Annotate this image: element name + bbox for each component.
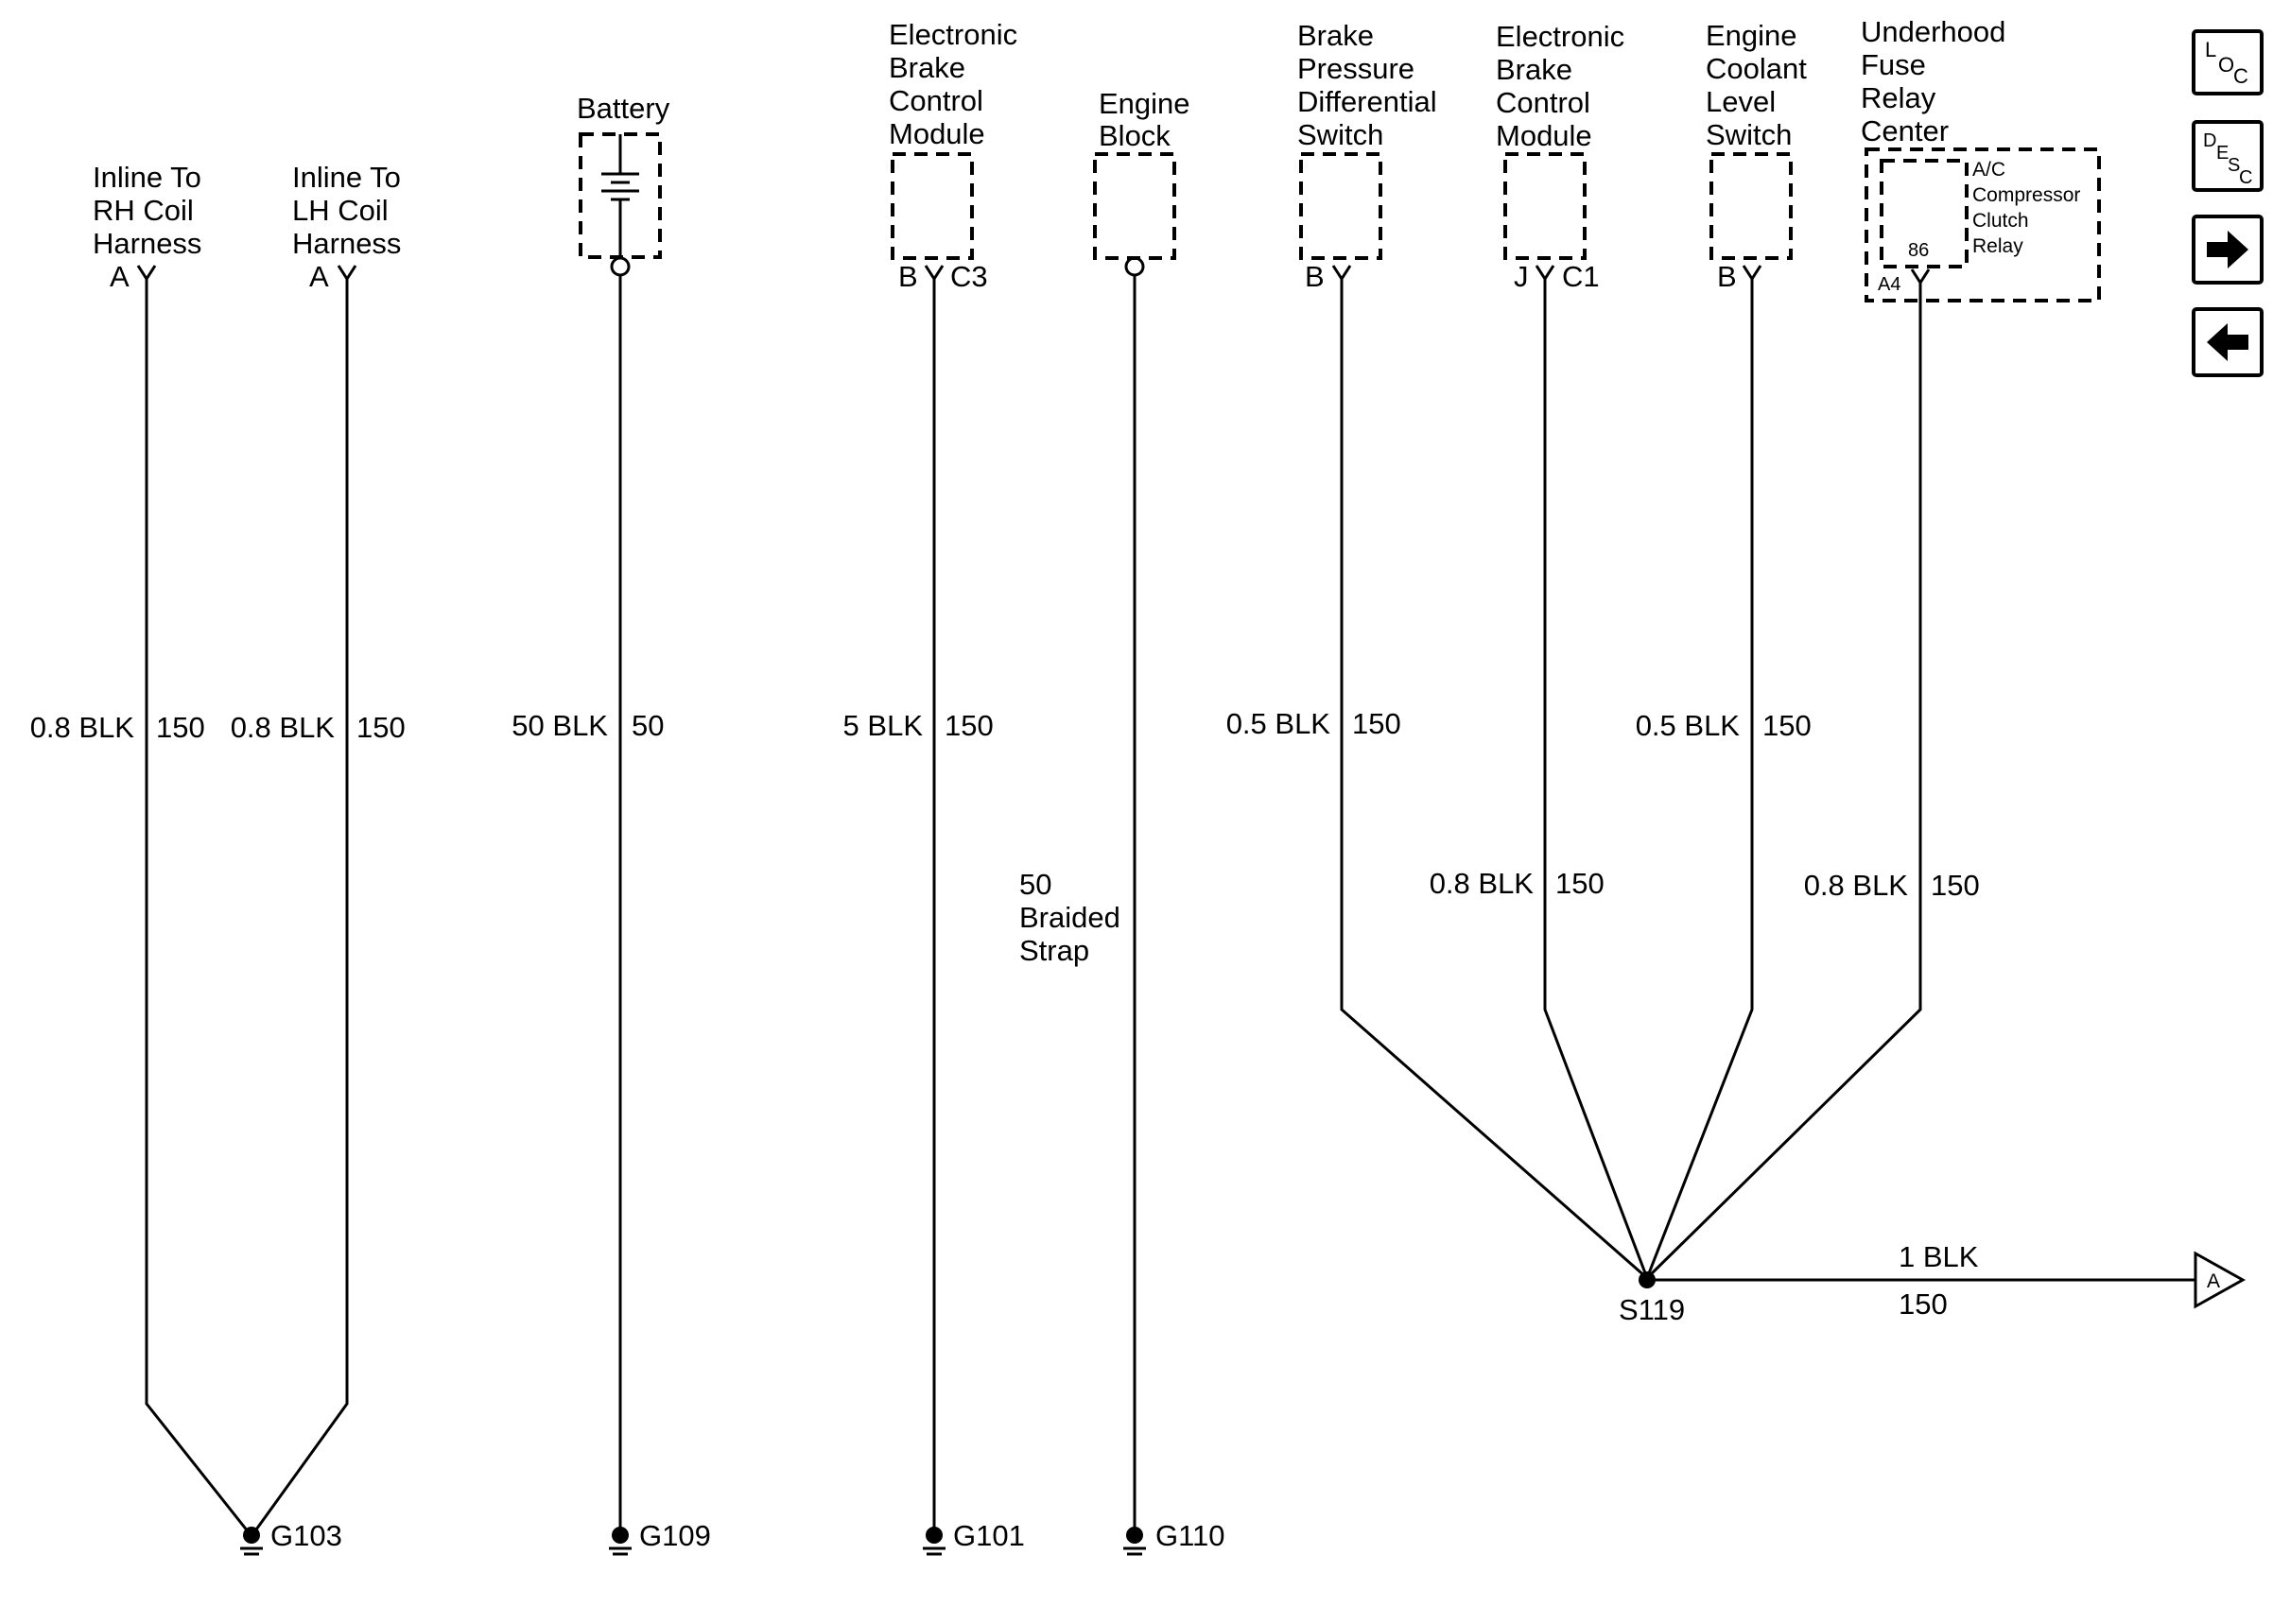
ebcm-right-pin-label: J	[1514, 260, 1529, 293]
battery-label: Battery	[577, 92, 670, 125]
battery-terminal	[612, 258, 629, 275]
ac-relay-pin-label: 86	[1908, 240, 1930, 261]
battery-wire-size-color: 50 BLK	[512, 709, 608, 742]
ebcm-right-label-line4: Module	[1496, 119, 1592, 152]
bpds-circuit-number: 150	[1352, 707, 1401, 740]
bpds-component-box	[1301, 154, 1380, 258]
ufrc-label-line2: Fuse	[1861, 48, 1926, 81]
previous-page-button[interactable]	[2194, 309, 2262, 375]
battery-icon	[601, 134, 639, 257]
bpds-connector-symbol	[1333, 266, 1350, 279]
bpds-label-line3: Differential	[1297, 85, 1437, 118]
ebcm-right-label-line1: Electronic	[1496, 20, 1625, 53]
ebcm-right-connector-symbol	[1536, 266, 1553, 279]
ecls-label-line4: Switch	[1706, 118, 1793, 151]
engine-block-label-line2: Block	[1099, 119, 1171, 152]
rh-coil-wire-size-color: 0.8 BLK	[29, 711, 134, 744]
ground-g101	[923, 1519, 1025, 1554]
ebcm-right-wire	[1545, 279, 1647, 1278]
ebcm-c3-circuit	[843, 18, 1018, 1535]
desc-button-letter-d: D	[2203, 130, 2217, 151]
battery-circuit-number: 50	[632, 709, 665, 742]
ebcm-left-pin-label: B	[898, 260, 918, 293]
ground-g101-label: G101	[953, 1519, 1025, 1552]
lh-coil-wire	[252, 279, 347, 1536]
bpds-label-line4: Switch	[1297, 118, 1384, 151]
ebcm-right-circuit-number: 150	[1555, 867, 1605, 900]
bpds-label-line2: Pressure	[1297, 52, 1415, 85]
ufrc-wire	[1647, 283, 1920, 1278]
ecls-wire	[1647, 279, 1752, 1278]
ac-relay-label-line2: Compressor	[1972, 184, 2081, 206]
ground-g103-dot	[243, 1527, 260, 1544]
bpds-label-line1: Brake	[1297, 19, 1374, 52]
ebcm-right-label-line2: Brake	[1496, 53, 1572, 86]
engine-block-component-box	[1095, 154, 1174, 258]
ebcm-right-label-line3: Control	[1496, 86, 1590, 119]
ac-relay-label-line1: A/C	[1972, 159, 2006, 181]
ecls-label-line3: Level	[1706, 85, 1777, 118]
braided-strap-label-line2: Braided	[1019, 901, 1120, 934]
rh-coil-label-line3: Harness	[93, 227, 202, 260]
ground-g109	[609, 1519, 711, 1554]
ebcm-left-label-line2: Brake	[889, 51, 965, 84]
engine-block-terminal	[1126, 258, 1143, 275]
ecls-component-box	[1711, 154, 1791, 258]
battery-circuit	[512, 92, 669, 1535]
rh-coil-pin-label: A	[110, 260, 130, 293]
lh-coil-connector-symbol	[338, 266, 356, 279]
engine-block-label-line1: Engine	[1099, 87, 1190, 120]
ecls-label-line1: Engine	[1706, 19, 1797, 52]
ufrc-pin-label: A4	[1878, 274, 1901, 295]
rh-coil-label-line2: RH Coil	[93, 194, 194, 227]
rh-coil-connector-symbol	[138, 266, 155, 279]
next-page-button[interactable]	[2194, 216, 2262, 283]
ebcm-right-connector-label: C1	[1562, 260, 1600, 293]
rh-coil-circuit-number: 150	[156, 711, 205, 744]
loc-button-letter-c: C	[2233, 64, 2248, 88]
ebcm-left-label-line1: Electronic	[889, 18, 1018, 51]
ebcm-left-label-line3: Control	[889, 84, 983, 117]
underhood-fuse-relay-circuit	[1647, 15, 2099, 1278]
ebcm-left-wire-size-color: 5 BLK	[842, 709, 923, 742]
rh-coil-wire	[147, 279, 252, 1536]
ecls-wire-size-color: 0.5 BLK	[1635, 709, 1740, 742]
bpds-pin-label: B	[1305, 260, 1325, 293]
ufrc-connector-symbol	[1912, 269, 1929, 283]
loc-button-letter-l: L	[2205, 38, 2217, 61]
engine-block-circuit	[1019, 87, 1190, 1535]
ecls-pin-label: B	[1717, 260, 1737, 293]
ground-g110	[1123, 1519, 1225, 1554]
ebcm-left-circuit-number: 150	[945, 709, 994, 742]
ebcm-right-component-box	[1505, 154, 1585, 258]
splice-output-circuit-number: 150	[1899, 1287, 1948, 1321]
ground-g103	[240, 1519, 342, 1554]
ground-g103-label: G103	[270, 1519, 342, 1552]
ufrc-label-line3: Relay	[1861, 81, 1936, 114]
lh-coil-label-line1: Inline To	[292, 161, 401, 194]
connector-ref-a-label: A	[2207, 1270, 2221, 1292]
splice-s119	[1619, 1240, 2243, 1326]
ecls-label-line2: Coolant	[1706, 52, 1807, 85]
braided-strap-label-line3: Strap	[1019, 934, 1090, 967]
ground-g109-dot	[612, 1527, 629, 1544]
ground-g101-dot	[926, 1527, 943, 1544]
ground-g109-label: G109	[639, 1519, 711, 1552]
splice-s119-label: S119	[1619, 1293, 1686, 1326]
ac-relay-label-line3: Clutch	[1972, 210, 2029, 232]
lh-coil-wire-size-color: 0.8 BLK	[230, 711, 335, 744]
ufrc-wire-size-color: 0.8 BLK	[1803, 869, 1908, 902]
ebcm-left-component-box	[893, 154, 972, 258]
lh-coil-harness-circuit	[231, 161, 406, 1536]
ground-g110-label: G110	[1155, 1519, 1225, 1552]
loc-button[interactable]	[2194, 31, 2262, 94]
ebcm-left-label-line4: Module	[889, 117, 985, 150]
splice-output-wire-size-color: 1 BLK	[1899, 1240, 1979, 1273]
ac-relay-label-line4: Relay	[1972, 235, 2023, 257]
lh-coil-pin-label: A	[309, 260, 329, 293]
ebcm-left-connector-symbol	[926, 266, 943, 279]
ground-g110-dot	[1126, 1527, 1143, 1544]
loc-button-letter-o: O	[2218, 53, 2235, 77]
lh-coil-label-line3: Harness	[292, 227, 402, 260]
desc-button-letter-c: C	[2239, 167, 2253, 188]
ufrc-label-line1: Underhood	[1861, 15, 2006, 48]
ufrc-circuit-number: 150	[1931, 869, 1980, 902]
lh-coil-circuit-number: 150	[356, 711, 406, 744]
bpds-wire	[1342, 279, 1647, 1278]
ebcm-right-wire-size-color: 0.8 BLK	[1429, 867, 1534, 900]
lh-coil-label-line2: LH Coil	[292, 194, 389, 227]
coolant-level-switch-circuit	[1636, 19, 1812, 1278]
desc-button[interactable]	[2194, 122, 2262, 190]
ebcm-c1-circuit	[1430, 20, 1647, 1278]
ecls-circuit-number: 150	[1762, 709, 1812, 742]
desc-button-letter-s: S	[2228, 155, 2241, 176]
rh-coil-label-line1: Inline To	[93, 161, 201, 194]
bpds-wire-size-color: 0.5 BLK	[1225, 707, 1330, 740]
ecls-connector-symbol	[1744, 266, 1761, 279]
rh-coil-harness-circuit	[30, 161, 252, 1536]
ufrc-label-line4: Center	[1861, 114, 1950, 147]
desc-button-letter-e: E	[2216, 143, 2230, 164]
braided-strap-label-line1: 50	[1019, 868, 1052, 901]
ebcm-left-connector-label: C3	[950, 260, 988, 293]
